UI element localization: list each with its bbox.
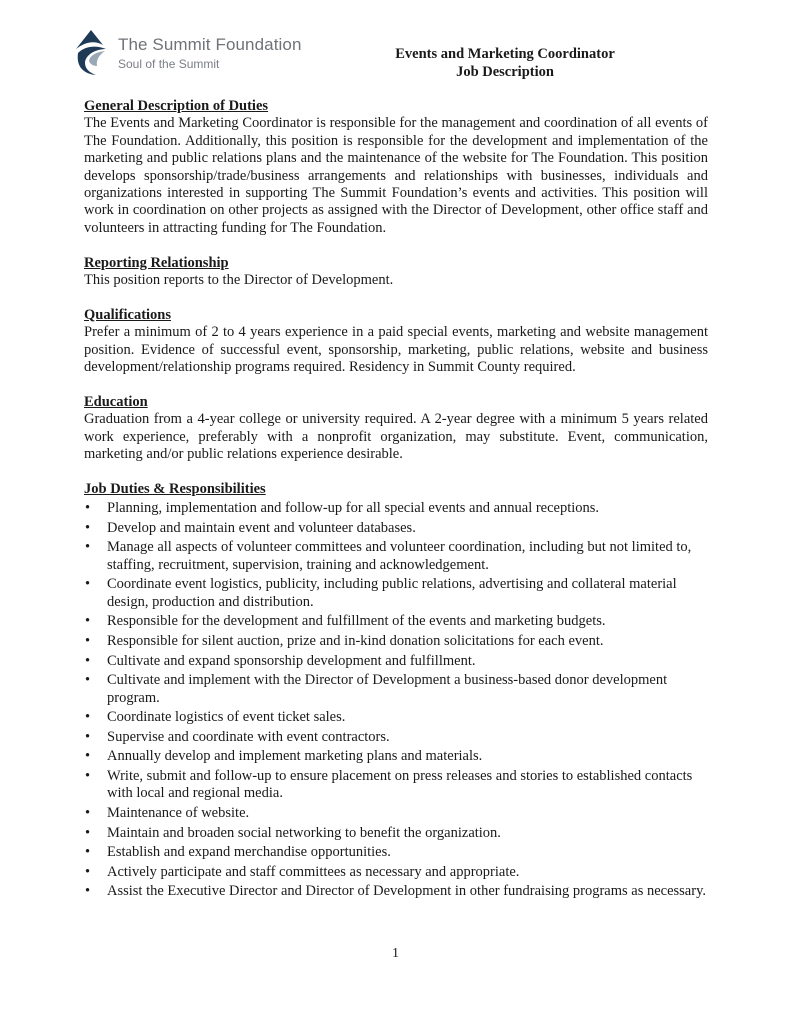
section-qualifications xyxy=(84,307,708,377)
section-reporting xyxy=(84,255,708,290)
organization-logo xyxy=(72,27,312,79)
document-subtitle: Job Description xyxy=(456,64,554,80)
list-item: • Maintenance of website. xyxy=(84,805,708,822)
list-item: • Write, submit and follow-up to ensure placement on press releases and stories to established contacts with local and regional media. xyxy=(84,768,708,803)
mountain-swoosh-icon xyxy=(72,27,114,77)
section-text: This position reports to the Director of Development. xyxy=(84,272,394,289)
list-item: • Cultivate and implement with the Director of Development a business-based donor development program. xyxy=(84,672,708,707)
section-general xyxy=(84,98,708,237)
document-body xyxy=(84,98,708,918)
section-heading: Qualifications xyxy=(84,306,172,323)
section-education xyxy=(84,394,708,464)
page-number: 1 xyxy=(392,946,399,961)
duties-list xyxy=(84,500,708,901)
section-duties xyxy=(84,481,708,901)
list-item: • Establish and expand merchandise opportunities. xyxy=(84,844,708,861)
document-title: Events and Marketing Coordinator xyxy=(395,46,615,62)
list-item: • Develop and maintain event and volunteer databases. xyxy=(84,520,708,537)
section-text: The Events and Marketing Coordinator is responsible for the management and coordination of all events of The Foundation. Additionally, this position is responsible for the development and implementation of the marketing and public relations plans and the maintenance of the website for The Foundation. This position develops sponsorship/trade/business arrangements and relationships with businesses, individuals and organizations interested in supporting The Summit Foundation’s events and activities. This position will work in coordination on other projects as assigned with the Director of Development, other office staff and volunteers in attracting funding for The Foundation. xyxy=(84,115,708,236)
list-item: • Planning, implementation and follow-up for all special events and annual receptions. xyxy=(84,500,708,517)
section-heading: General Description of Duties xyxy=(84,98,269,114)
list-item: • Responsible for the development and fulfillment of the events and marketing budgets. xyxy=(84,613,708,630)
list-item: • Maintain and broaden social networking to benefit the organization. xyxy=(84,825,708,842)
document-header xyxy=(350,45,660,81)
section-heading: Job Duties & Responsibilities xyxy=(84,480,266,497)
section-text: Prefer a minimum of 2 to 4 years experience in a paid special events, marketing and website management position. Evidence of successful event, sponsorship, marketing, public relations, website and business development/relationship programs required. Residency in Summit County required. xyxy=(84,324,708,376)
list-item: • Annually develop and implement marketing plans and materials. xyxy=(84,748,708,765)
list-item: • Supervise and coordinate with event contractors. xyxy=(84,729,708,746)
logo-tagline: Soul of the Summit xyxy=(118,57,220,71)
list-item: • Actively participate and staff committees as necessary and appropriate. xyxy=(84,864,708,881)
list-item: • Cultivate and expand sponsorship development and fulfillment. xyxy=(84,653,708,670)
list-item: • Coordinate logistics of event ticket sales. xyxy=(84,709,708,726)
section-heading: Reporting Relationship xyxy=(84,254,229,271)
section-text: Graduation from a 4-year college or university required. A 2-year degree with a minimum 5 years related work experience, preferably with a nonprofit organization, may substitute. Event, communication, marketing and/or public relations experience desirable. xyxy=(84,411,708,463)
list-item: • Responsible for silent auction, prize and in-kind donation solicitations for each event. xyxy=(84,633,708,650)
logo-name: The Summit Foundation xyxy=(118,35,302,54)
list-item: • Manage all aspects of volunteer committees and volunteer coordination, including but not limited to, staffing, recruitment, supervision, training and acknowledgement. xyxy=(84,539,708,574)
list-item: • Coordinate event logistics, publicity, including public relations, advertising and collateral material design, production and distribution. xyxy=(84,576,708,611)
list-item: • Assist the Executive Director and Director of Development in other fundraising programs as necessary. xyxy=(84,883,708,900)
section-heading: Education xyxy=(84,393,148,410)
